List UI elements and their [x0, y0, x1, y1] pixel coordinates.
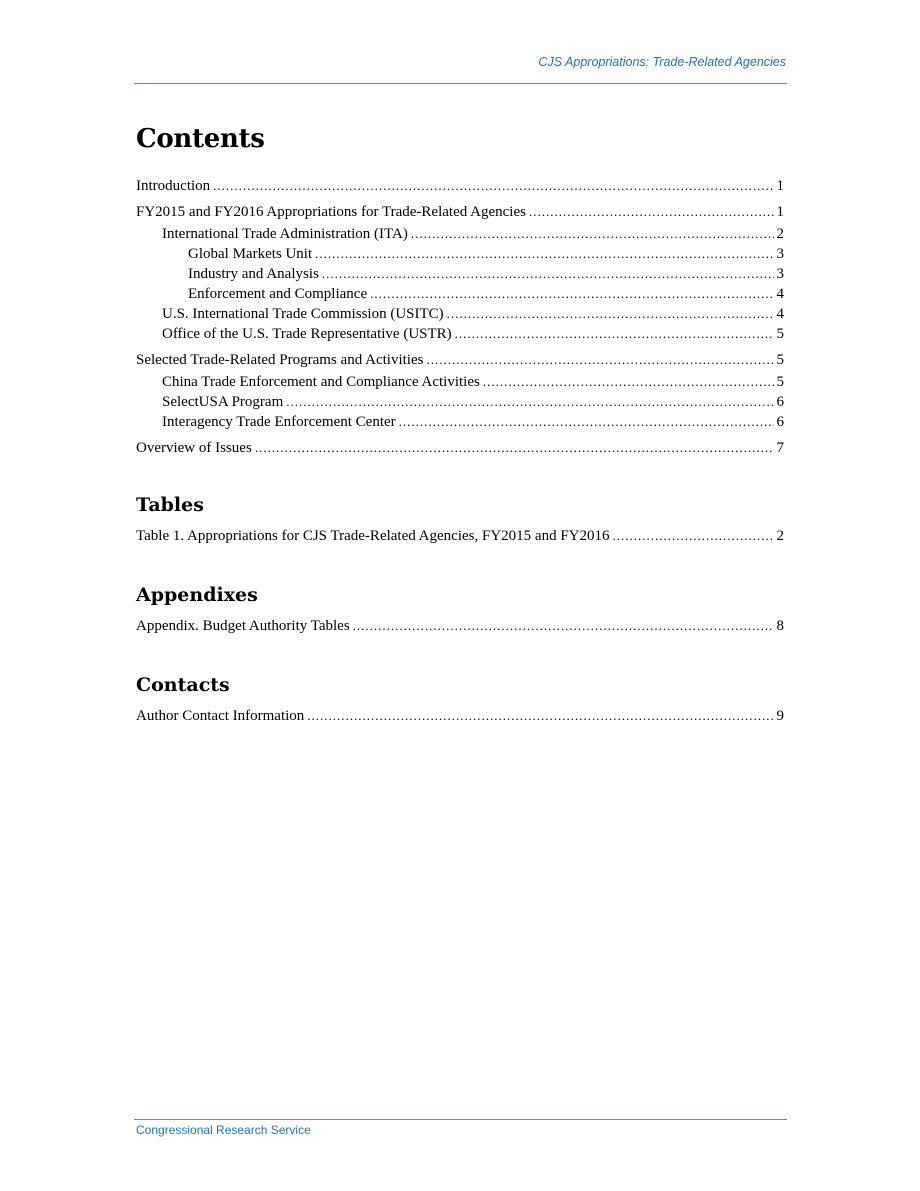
- dot-leader: [307, 706, 773, 725]
- toc-entry-label: Selected Trade-Related Programs and Activities: [136, 352, 424, 368]
- appendixes-list: [136, 616, 784, 636]
- dot-leader: [455, 324, 774, 343]
- dot-leader: [353, 616, 774, 635]
- toc-entry-label: Interagency Trade Enforcement Center: [162, 414, 396, 430]
- tables-heading: Tables: [136, 494, 204, 516]
- toc-entry-label: FY2015 and FY2016 Appropriations for Trade-Related Agencies: [136, 204, 526, 220]
- header-rule: [134, 83, 787, 84]
- dot-leader: [613, 526, 774, 545]
- toc-entry-label: China Trade Enforcement and Compliance Activities: [162, 374, 480, 390]
- toc-entry-page: 6: [776, 394, 784, 410]
- toc-entry-enforcement-compliance[interactable]: [136, 284, 784, 304]
- dot-leader: [447, 304, 774, 323]
- toc-entry-label: Appendix. Budget Authority Tables: [136, 618, 350, 634]
- toc-entry-page: 7: [776, 440, 784, 456]
- toc-entry-page: 5: [776, 374, 784, 390]
- toc-entry-table-1[interactable]: [136, 526, 784, 546]
- contents-list: [136, 176, 784, 458]
- toc-entry-page: 8: [776, 618, 784, 634]
- dot-leader: [370, 284, 773, 303]
- toc-entry-usitc[interactable]: [136, 304, 784, 324]
- dot-leader: [529, 202, 774, 221]
- toc-entry-page: 5: [776, 326, 784, 342]
- toc-entry-china-trade[interactable]: [136, 372, 784, 392]
- tables-section: [136, 494, 784, 546]
- toc-entry-page: 3: [776, 266, 784, 282]
- toc-entry-selectusa[interactable]: [136, 392, 784, 412]
- dot-leader: [426, 350, 773, 369]
- toc-entry-itec[interactable]: [136, 412, 784, 432]
- toc-entry-introduction[interactable]: [136, 176, 784, 196]
- dot-leader: [315, 244, 773, 263]
- toc-entry-label: Author Contact Information: [136, 708, 305, 724]
- toc-entry-fy-appropriations[interactable]: [136, 202, 784, 222]
- toc-entry-label: Global Markets Unit: [188, 246, 313, 262]
- toc-entry-label: SelectUSA Program: [162, 394, 284, 410]
- toc-entry-overview-issues[interactable]: [136, 438, 784, 458]
- toc-entry-ita[interactable]: [136, 224, 784, 244]
- toc-entry-global-markets[interactable]: [136, 244, 784, 264]
- appendixes-heading: Appendixes: [136, 584, 258, 606]
- footer-publisher: Congressional Research Service: [136, 1123, 311, 1137]
- toc-entry-selected-programs[interactable]: [136, 350, 784, 370]
- toc-entry-page: 2: [776, 528, 784, 544]
- toc-entry-page: 9: [776, 708, 784, 724]
- toc-entry-page: 3: [776, 246, 784, 262]
- toc-entry-label: Enforcement and Compliance: [188, 286, 368, 302]
- dot-leader: [399, 412, 774, 431]
- appendixes-section: [136, 584, 784, 636]
- toc-entry-label: Industry and Analysis: [188, 266, 319, 282]
- toc-entry-page: 6: [776, 414, 784, 430]
- dot-leader: [483, 372, 774, 391]
- toc-entry-page: 4: [776, 306, 784, 322]
- toc-entry-label: Overview of Issues: [136, 440, 252, 456]
- toc-entry-label: U.S. International Trade Commission (USITC): [162, 306, 444, 322]
- toc-entry-author-contact[interactable]: [136, 706, 784, 726]
- toc-entry-label: Office of the U.S. Trade Representative (USTR): [162, 326, 452, 342]
- toc-entry-label: International Trade Administration (ITA): [162, 226, 408, 242]
- tables-list: [136, 526, 784, 546]
- toc-entry-page: 1: [776, 178, 784, 194]
- dot-leader: [411, 224, 774, 243]
- dot-leader: [322, 264, 774, 283]
- contents-section: [136, 124, 784, 458]
- footer-rule: [134, 1119, 787, 1120]
- dot-leader: [213, 176, 773, 195]
- toc-entry-ustr[interactable]: [136, 324, 784, 344]
- contents-heading: Contents: [136, 124, 265, 154]
- dot-leader: [286, 392, 773, 411]
- running-header: CJS Appropriations: Trade-Related Agencies: [538, 55, 786, 69]
- toc-entry-page: 4: [776, 286, 784, 302]
- toc-entry-label: Table 1. Appropriations for CJS Trade-Related Agencies, FY2015 and FY2016: [136, 528, 610, 544]
- toc-entry-page: 2: [776, 226, 784, 242]
- dot-leader: [255, 438, 774, 457]
- contacts-list: [136, 706, 784, 726]
- toc-entry-appendix[interactable]: [136, 616, 784, 636]
- toc-entry-page: 5: [776, 352, 784, 368]
- toc-entry-label: Introduction: [136, 178, 211, 194]
- toc-entry-industry-analysis[interactable]: [136, 264, 784, 284]
- toc-page: [136, 124, 784, 726]
- contacts-heading: Contacts: [136, 674, 230, 696]
- toc-entry-page: 1: [776, 204, 784, 220]
- contacts-section: [136, 674, 784, 726]
